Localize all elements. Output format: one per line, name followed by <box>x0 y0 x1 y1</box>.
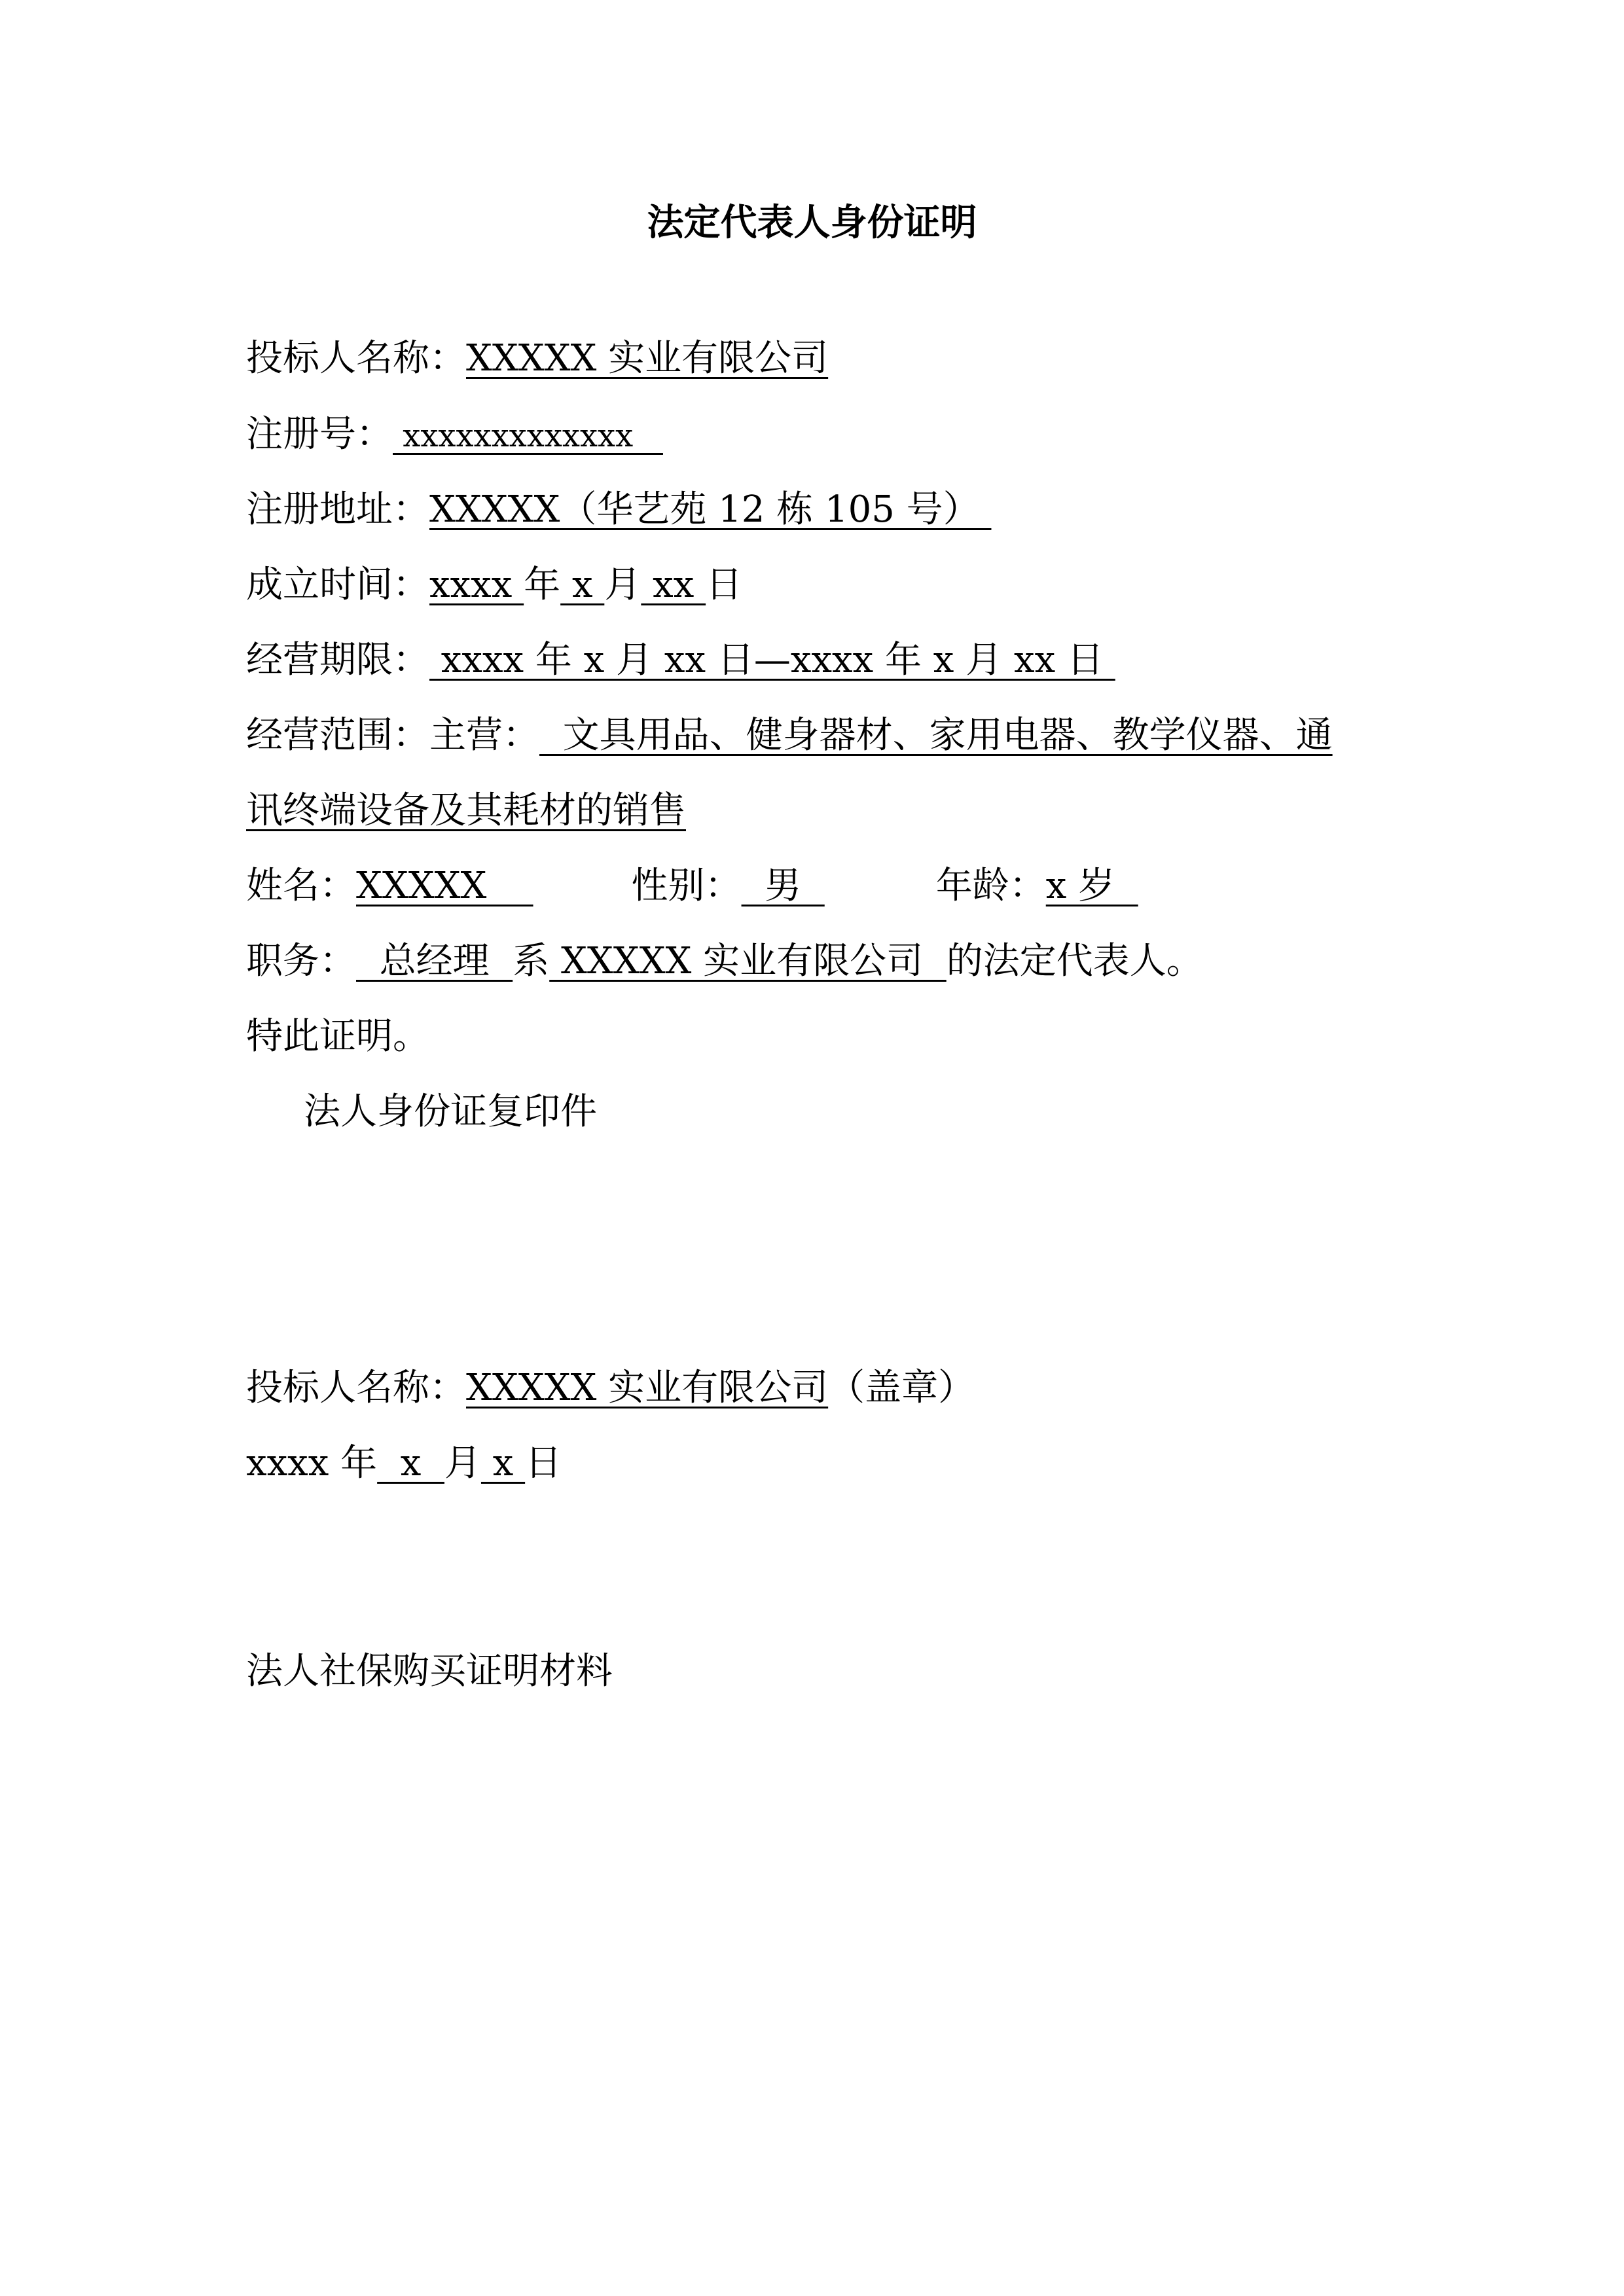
age-value: x 岁 <box>1045 865 1138 907</box>
gender-value: 男 <box>741 865 825 907</box>
gender-label: 性别： <box>631 865 742 907</box>
personal-info-line <box>246 863 1138 910</box>
business-term-line <box>246 637 1115 684</box>
established-day-unit: 日 <box>706 564 743 606</box>
name-label: 姓名： <box>246 865 356 907</box>
registration-address-label: 注册地址： <box>246 488 429 531</box>
position-company: XXXXX 实业有限公司 <box>549 940 947 982</box>
certify-text: 特此证明。 <box>246 1015 429 1058</box>
established-year-unit: 年 <box>524 564 561 606</box>
bidder-seal-label: 投标人名称： <box>246 1367 466 1409</box>
bidder-seal-line <box>246 1365 975 1412</box>
established-year: xxxx <box>429 564 524 606</box>
bidder-name-line <box>246 335 828 382</box>
registration-number-label: 注册号： <box>246 413 393 456</box>
registration-number-line <box>246 411 663 459</box>
sign-date-month-unit: 月 <box>444 1442 481 1484</box>
position-label: 职务： <box>246 940 356 982</box>
registration-address-value: XXXXX（华艺苑 12 栋 105 号） <box>429 488 992 531</box>
business-scope-line-2 <box>246 787 686 834</box>
name-value: XXXXX <box>356 865 533 907</box>
bidder-name-label: 投标人名称： <box>246 337 466 380</box>
established-month: x <box>560 564 605 606</box>
sign-date-year: xxxx <box>246 1442 329 1484</box>
sign-date-month: x <box>377 1442 444 1484</box>
registration-address-line <box>246 486 991 533</box>
sign-date-day-unit: 日 <box>525 1442 562 1484</box>
business-scope-line-1 <box>246 712 1333 759</box>
established-date-line <box>246 562 742 609</box>
established-month-unit: 月 <box>604 564 641 606</box>
sign-date-year-unit: 年 <box>329 1442 378 1484</box>
business-scope-label: 经营范围：主营： <box>246 714 539 757</box>
business-scope-value-1: 文具用品、健身器材、家用电器、教学仪器、通 <box>539 714 1333 757</box>
age-label: 年龄： <box>935 865 1046 907</box>
document-title: 法定代表人身份证明 <box>647 201 977 244</box>
sign-date-line <box>246 1440 562 1487</box>
business-term-value: xxxx 年 x 月 xx 日—xxxx 年 x 月 xx 日 <box>429 639 1115 681</box>
business-term-label: 经营期限： <box>246 639 429 681</box>
position-line <box>246 938 1203 985</box>
sign-date-day: x <box>480 1442 526 1484</box>
id-copy-text: 法人身份证复印件 <box>304 1090 597 1133</box>
position-mid-text: 系 <box>513 940 550 982</box>
seal-text: （盖章） <box>828 1367 975 1409</box>
established-date-label: 成立时间： <box>246 564 429 606</box>
position-tail-text: 的法定代表人。 <box>946 940 1203 982</box>
bidder-name-value: XXXXX 实业有限公司 <box>466 337 829 380</box>
business-scope-value-2: 讯终端设备及其耗材的销售 <box>246 789 686 832</box>
bidder-seal-name: XXXXX 实业有限公司 <box>466 1367 829 1409</box>
registration-number-value: xxxxxxxxxxxxx <box>393 418 663 454</box>
position-value: 总经理 <box>356 940 513 982</box>
established-day: xx <box>641 564 706 606</box>
social-security-text: 法人社保购买证明材料 <box>246 1650 613 1693</box>
